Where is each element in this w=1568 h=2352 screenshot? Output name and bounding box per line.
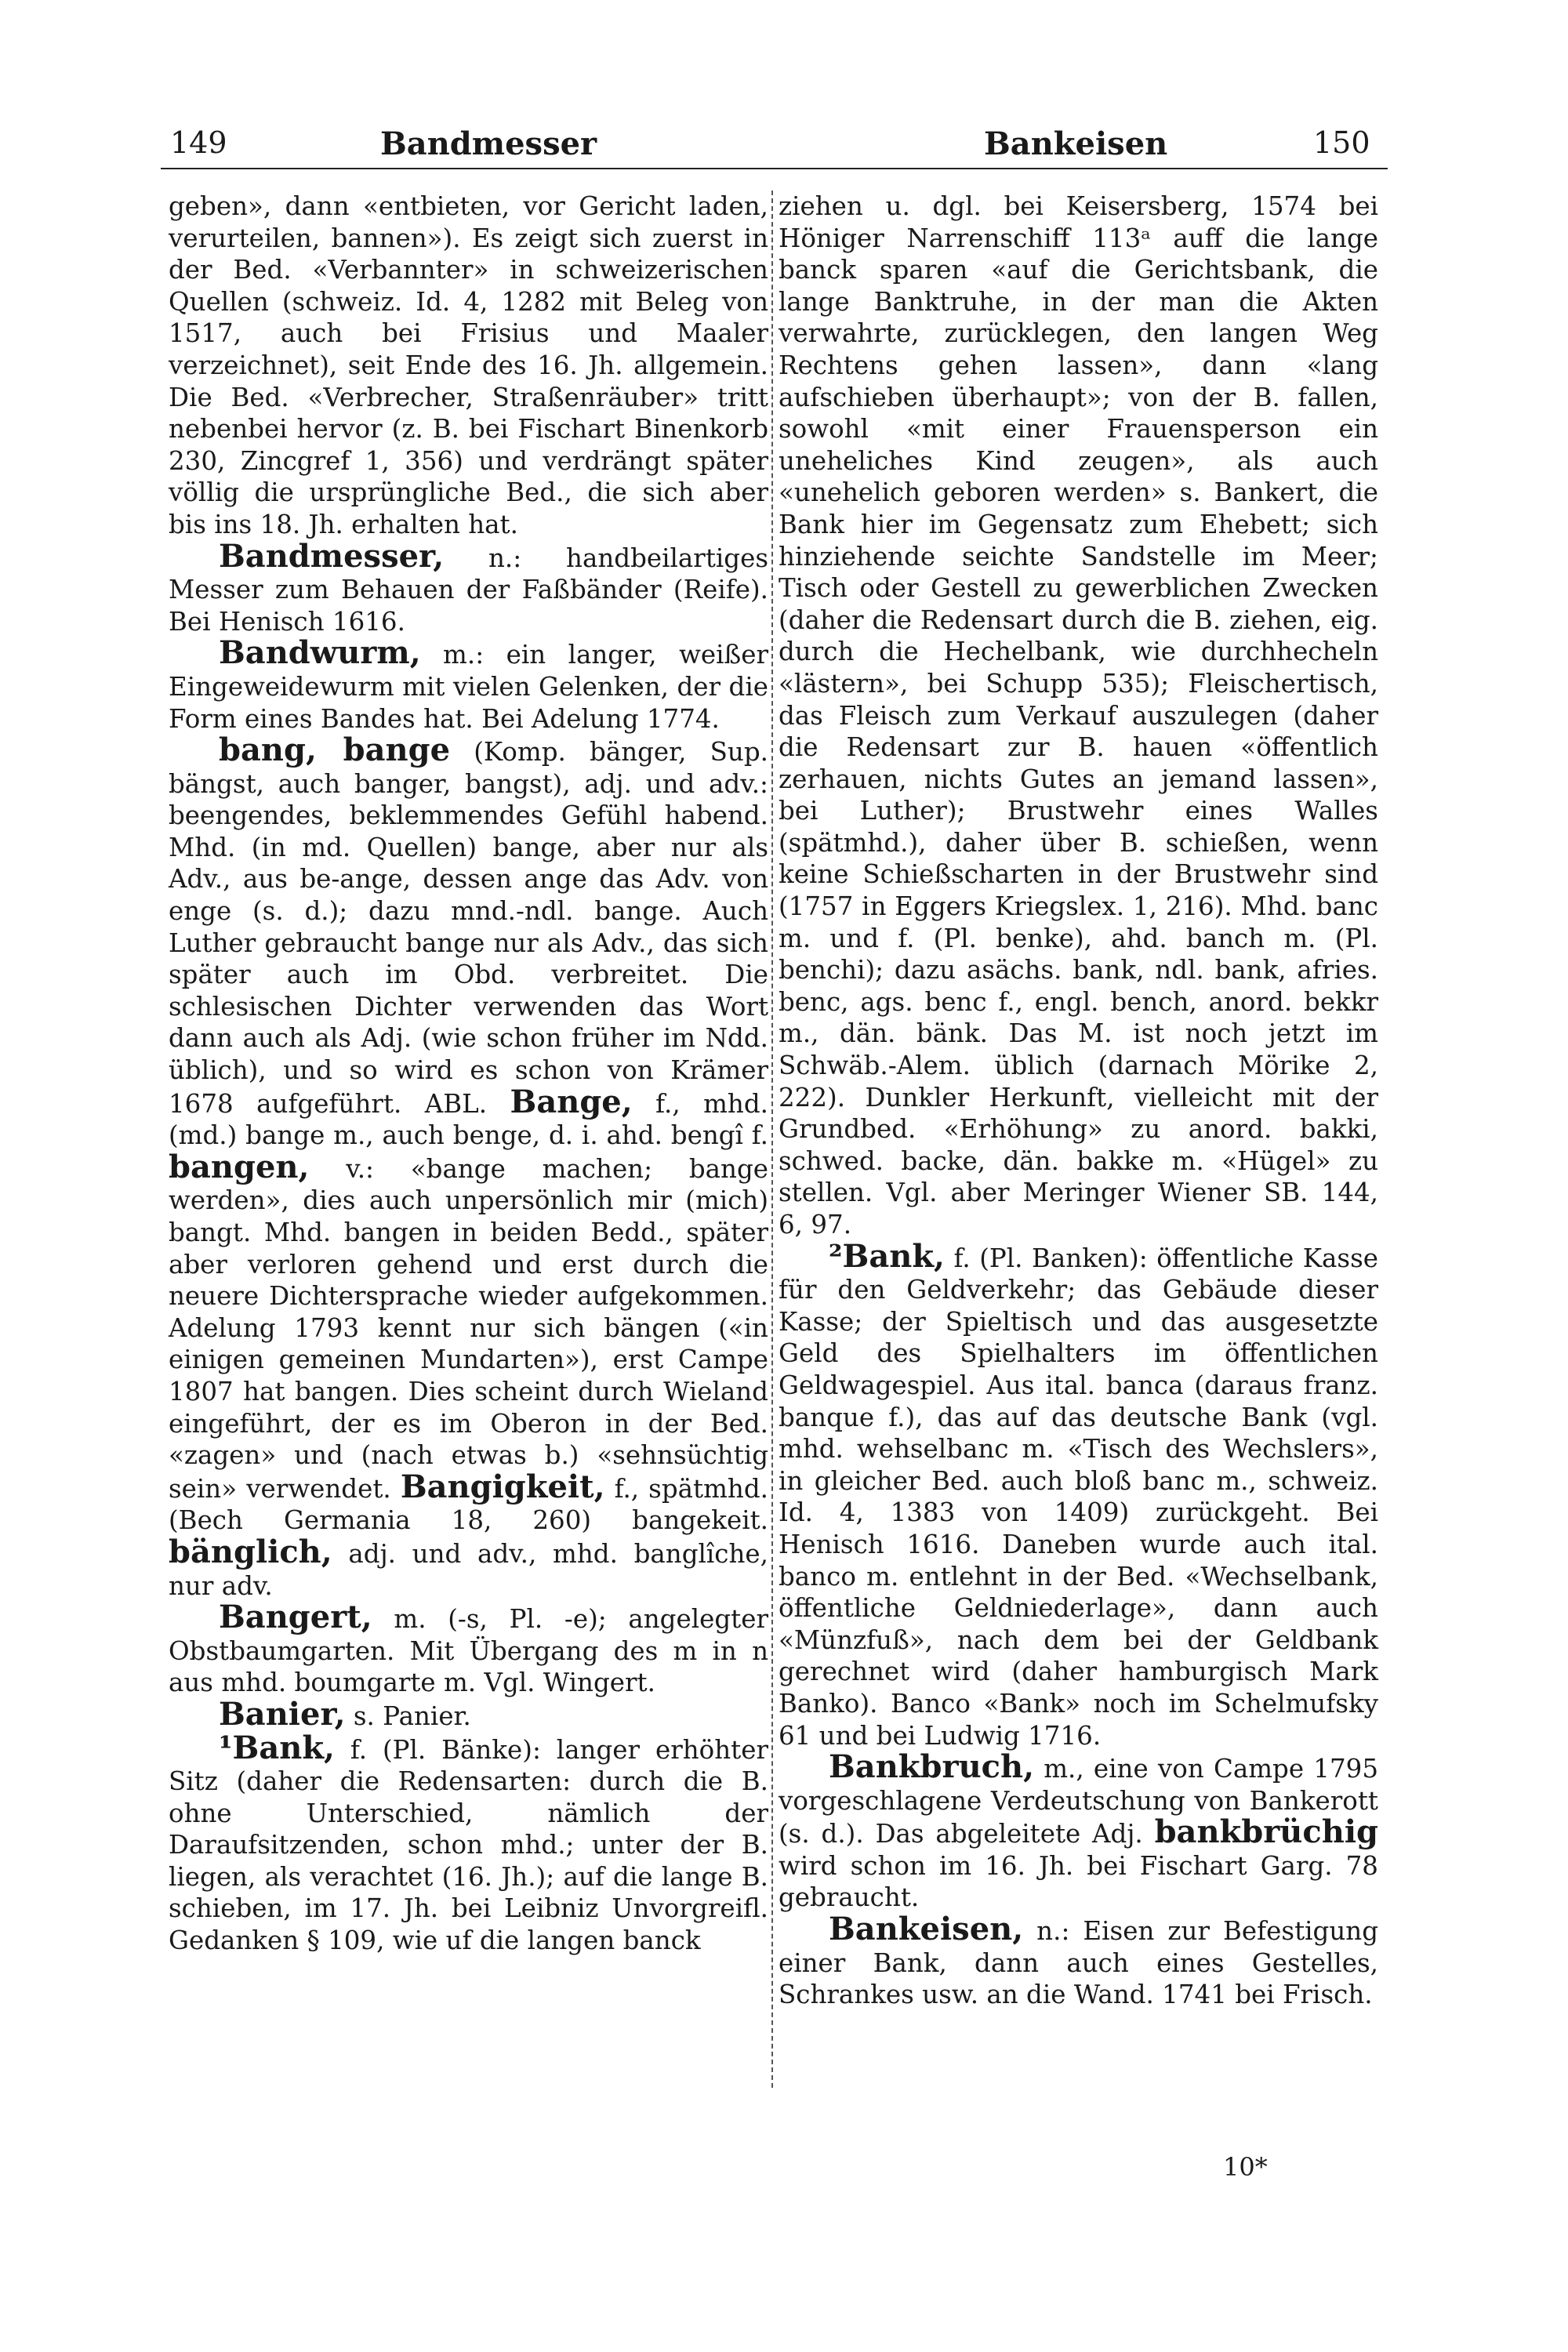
- continued-paragraph-right: ziehen u. dgl. bei Keisersberg, 1574 bei Höniger Narrenschiff 113ᵃ auff die lange banck sparen «auf die Gerichtsbank, die lange Banktruhe, in der man die Akten verwahrte, zurücklegen, den langen Weg Rechtens gehen lassen», dann «lang aufschieben überhaupt»; von der B. fallen, sowohl «mit einer Frauensperson ein uneheliches Kind zeugen», als auch «unehelich geboren werden» s. Bankert, die Bank hier im Gegensatz zum Ehebett; sich hinziehende seichte Sandstelle im Meer; Tisch oder Gestell zu gewerblichen Zwecken (daher die Redensart durch die B. ziehen, eig. durch die Hechelbank, wie durchhecheln «lästern», bei Schupp 535); Fleischertisch, das Fleisch zum Verkauf auszulegen (daher die Redensart zur B. hauen «öffentlich zerhauen, nichts Gutes an jemand lassen», bei Luther); Brustwehr eines Walles (spätmhd.), daher über B. schießen, wenn keine Schießscharten in der Brustwehr sind (1757 in Eggers Kriegslex. 1, 216). Mhd. banc m. und f. (Pl. benke), ahd. banch m. (Pl. benchi); dazu asächs. bank, ndl. bank, afries. benc, ags. benc f., engl. bench, anord. bekkr m., dän. bänk. Das M. ist noch jetzt im Schwäb.-Alem. üblich (darnach Mörike 2, 222). Dunkler Herkunft, vielleicht mit der Grundbed. «Erhöhung» zu anord. bakki, schwed. backe, dän. bakke m. «Hügel» zu stellen. Vgl. aber Meringer Wiener SB. 144, 6, 97.: [779, 191, 1378, 1240]
- column-divider: [771, 191, 774, 2088]
- entry-bank-2: ²Bank, f. (Pl. Banken): öffentliche Kasse für den Geldverkehr; das Gebäude dieser Kasse; der Spieltisch und das ausgesetzte Geld des Spielhalters im öffentlichen Geldwagespiel. Aus ital. banca (daraus franz. banque f.), das auf das deutsche Bank (vgl. mhd. wehselbanc m. «Tisch des Wechslers», in gleicher Bed. auch bloß banc m., schweiz. Id. 4, 1383 von 1409) zurückgeht. Bei Henisch 1616. Daneben wurde auch ital. banco m. entlehnt in der Bed. «Wechselbank, öffentliche Geldniederlage», dann auch «Münzfuß», nach dem bei der Geldbank gerechnet wird (daher hamburgisch Mark Banko). Banco «Bank» noch im Schelmufsky 61 und bei Ludwig 1716.: [779, 1237, 1378, 1751]
- entry-bangert: Bangert, m. (-s, Pl. -e); angelegter Obstbaumgarten. Mit Übergang des m in n aus mhd. boumgarte m. Vgl. Wingert.: [169, 1599, 768, 1698]
- entry-bank-1: ¹Bank, f. (Pl. Bänke): langer erhöhter Sitz (daher die Redensarten: durch die B. ohne Unterschied, nämlich der Daraufsitzenden, schon mhd.; unter der B. liegen, als verachtet (16. Jh.); auf die lange B. schieben, im 17. Jh. bei Leibniz Unvorgreifl. Gedanken § 109, wie uf die langen banck: [169, 1729, 768, 1956]
- header-word-right: Bankeisen: [984, 125, 1168, 162]
- right-column: [779, 191, 1378, 2011]
- continued-paragraph: geben», dann «entbieten, vor Gericht laden, verurteilen, bannen»). Es zeigt sich zuerst in der Bed. «Verbannter» in schweizerischen Quellen (schweiz. Id. 4, 1282 mit Beleg von 1517, auch bei Frisius und Maaler verzeichnet), seit Ende des 16. Jh. allgemein. Die Bed. «Verbrecher, Straßenräuber» tritt nebenbei hervor (z. B. bei Fischart Binenkorb 230, Zincgref 1, 356) und verdrängt später völlig die ursprüngliche Bed., die sich aber bis ins 18. Jh. erhalten hat.: [169, 191, 768, 539]
- entry-bankeisen: Bankeisen, n.: Eisen zur Befestigung einer Bank, dann auch eines Gestelles, Schrankes usw. an die Wand. 1741 bei Frisch.: [779, 1911, 1378, 2010]
- page-number-right: 150: [1313, 125, 1370, 160]
- header-rule: [161, 168, 1388, 169]
- header-word-left: Bandmesser: [380, 125, 597, 162]
- signature-mark: 10*: [1223, 2152, 1268, 2182]
- entry-bankbruch: Bankbruch, m., eine von Campe 1795 vorgeschlagene Verdeutschung von Bankerott (s. d.). Das abgeleitete Adj. bankbrüchig wird schon im 16. Jh. bei Fischart Garg. 78 gebraucht.: [779, 1748, 1378, 1913]
- entry-bandmesser: Bandmesser, n.: handbeilartiges Messer zum Behauen der Faßbänder (Reife). Bei Henisch 1616.: [169, 537, 768, 637]
- entry-bang: bang, bange (Komp. bänger, Sup. bängst, auch banger, bangst), adj. und adv.: beengendes, beklemmendes Gefühl habend. Mhd. (in md. Quellen) bange, aber nur als Adv., aus be-ange, dessen ange das Adv. von enge (s. d.); dazu mnd.-ndl. bange. Auch Luther gebraucht bange nur als Adv., das sich später auch im Obd. verbreitet. Die schlesischen Dichter verwenden das Wort dann auch als Adj. (wie schon früher im Ndd. üblich), und so wird es schon von Krämer 1678 aufgeführt. ABL. Bange, f., mhd. (md.) bange m., auch benge, d. i. ahd. bengî f. bangen, v.: «bange machen; bange werden», dies auch unpersönlich mir (mich) bangt. Mhd. bangen in beiden Bedd., später aber verloren gehend und erst durch die neuere Dichtersprache wieder aufgekommen. Adelung 1793 kennt nur sich bängen («in einigen gemeinen Mundarten»), erst Campe 1807 hat bangen. Dies scheint durch Wieland eingeführt, der es im Oberon in der Bed. «zagen» und (nach etwas b.) «sehnsüchtig sein» verwendet. Bangigkeit, f., spätmhd. (Bech Germania 18, 260) bangekeit. bänglich, adj. und adv., mhd. banglîche, nur adv.: [169, 731, 768, 1601]
- entry-banier: Banier, s. Panier.: [219, 1695, 471, 1733]
- running-header: [161, 125, 1388, 172]
- page-number-left: 149: [170, 125, 227, 160]
- left-column: [169, 191, 768, 1957]
- entry-bandwurm: Bandwurm, m.: ein langer, weißer Eingeweidewurm mit vielen Gelenken, der die Form eines Bandes hat. Bei Adelung 1774.: [169, 634, 768, 734]
